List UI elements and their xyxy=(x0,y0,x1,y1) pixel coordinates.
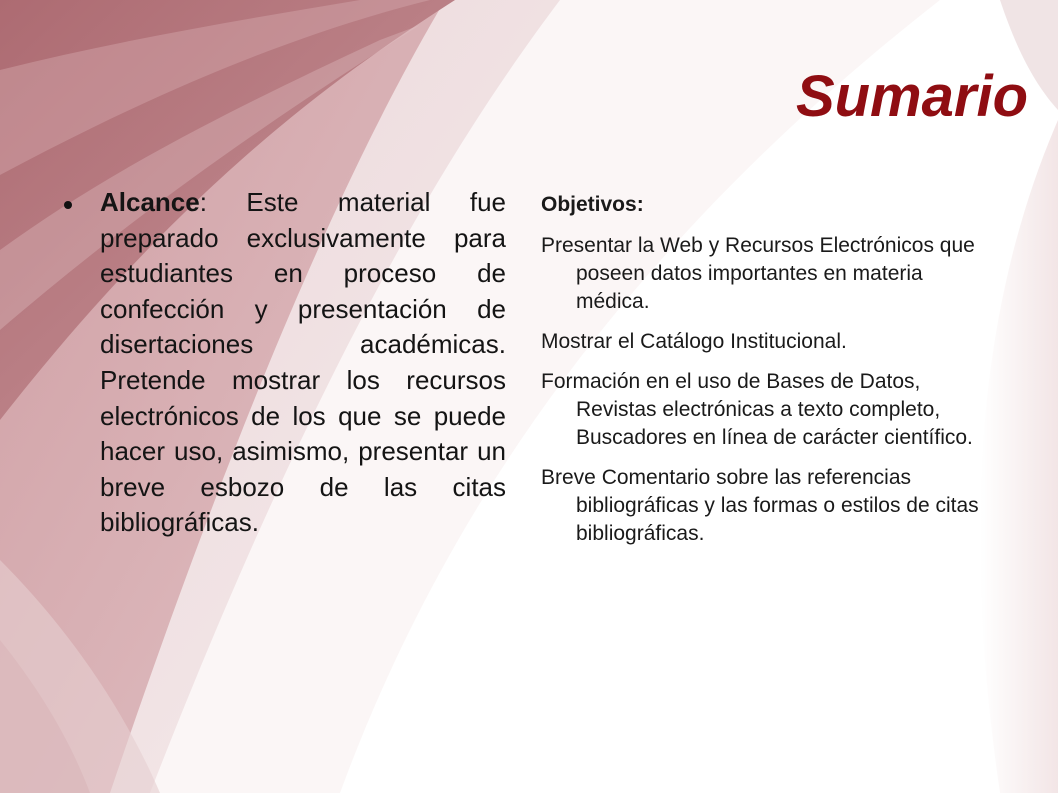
bullet-icon xyxy=(64,201,72,209)
objectives-heading: Objetivos: xyxy=(541,193,644,216)
scope-label: Alcance xyxy=(100,187,200,217)
objective-item: Mostrar el Catálogo Institucional. xyxy=(541,330,847,353)
slide-title: Sumario xyxy=(795,64,1028,129)
scope-paragraph xyxy=(100,185,506,541)
objective-item: Formación en el uso de Bases de Datos, Revistas electrónicas a texto completo, Buscadores en línea de carácter científico. xyxy=(541,370,973,449)
scope-section xyxy=(60,185,506,541)
objective-item: Breve Comentario sobre las referencias bibliográficas y las formas o estilos de citas bibliográficas. xyxy=(541,466,979,545)
objectives-section xyxy=(541,192,981,560)
objective-item: Presentar la Web y Recursos Electrónicos que poseen datos importantes en materia médica. xyxy=(541,234,975,313)
scope-body: : Este material fue preparado exclusivamente para estudiantes en proceso de confección y presentación de disertaciones académicas. Pretende mostrar los recursos electrónicos de los que se puede hacer uso, asimismo, presentar un breve esbozo de las citas bibliográficas. xyxy=(100,187,506,538)
scope-bullet-item xyxy=(60,185,506,541)
